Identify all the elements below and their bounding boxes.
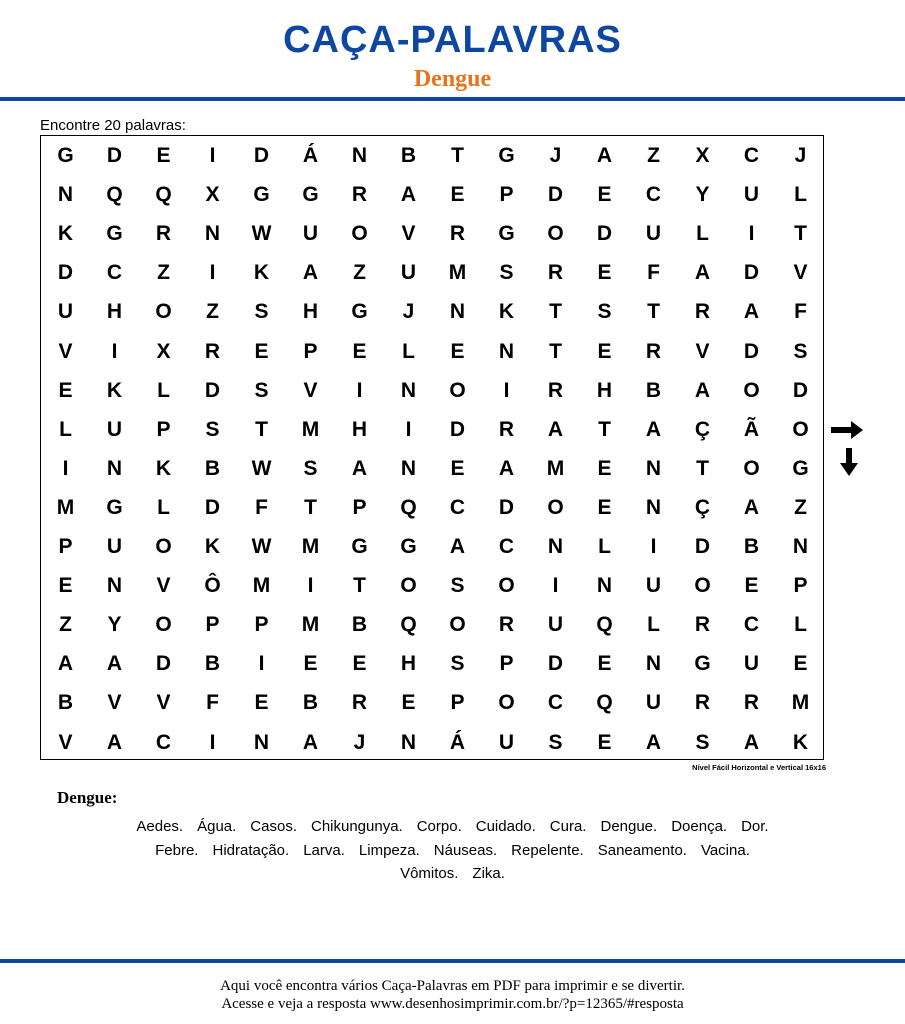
grid-letter[interactable]: H <box>302 300 319 324</box>
grid-letter[interactable]: W <box>251 456 272 480</box>
grid-letter[interactable]: X <box>156 339 171 363</box>
grid-letter[interactable]: N <box>400 378 417 402</box>
grid-letter[interactable]: R <box>694 691 711 715</box>
grid-letter[interactable]: D <box>204 495 221 519</box>
grid-letter[interactable]: K <box>204 535 221 558</box>
grid-letter[interactable]: E <box>597 652 612 676</box>
grid-letter[interactable]: K <box>792 730 809 754</box>
grid-letter[interactable]: D <box>498 495 515 519</box>
grid-letter[interactable]: M <box>56 495 75 519</box>
grid-letter[interactable]: M <box>448 261 467 285</box>
grid-letter[interactable]: H <box>351 417 368 441</box>
grid-letter[interactable]: B <box>204 456 221 480</box>
grid-letter[interactable]: V <box>695 339 710 363</box>
grid-letter[interactable]: T <box>549 300 562 324</box>
grid-letter[interactable]: Q <box>596 691 613 715</box>
grid-letter[interactable]: G <box>106 495 123 519</box>
grid-letter[interactable]: Y <box>695 183 710 207</box>
grid-letter[interactable]: E <box>303 652 318 676</box>
grid-letter[interactable]: S <box>695 730 710 754</box>
grid-letter[interactable]: B <box>743 535 760 558</box>
grid-letter[interactable]: D <box>155 652 172 676</box>
grid-letter[interactable]: R <box>498 613 515 637</box>
grid-letter[interactable]: R <box>498 417 515 441</box>
grid-letter[interactable]: E <box>597 495 612 519</box>
grid-letter[interactable]: O <box>155 613 172 637</box>
grid-letter[interactable]: Z <box>59 613 72 637</box>
grid-letter[interactable]: E <box>597 183 612 207</box>
grid-letter[interactable]: O <box>449 613 466 637</box>
grid-letter[interactable]: B <box>57 691 74 715</box>
grid-letter[interactable]: E <box>597 456 612 480</box>
grid-letter[interactable]: P <box>793 574 808 598</box>
grid-letter[interactable]: Ã <box>743 417 760 441</box>
instructions-text: Encontre 20 palavras: <box>40 117 186 134</box>
grid-letter[interactable]: K <box>498 300 515 324</box>
grid-letter[interactable]: I <box>503 378 510 402</box>
grid-letter[interactable]: T <box>451 144 464 167</box>
grid-letter[interactable]: P <box>303 339 318 363</box>
grid-letter[interactable]: A <box>400 183 417 207</box>
grid-letter[interactable]: L <box>696 222 709 246</box>
grid-letter[interactable]: A <box>57 652 74 676</box>
grid-letter[interactable]: O <box>449 378 466 402</box>
grid-letter[interactable]: K <box>253 261 270 285</box>
grid-letter[interactable]: X <box>205 183 220 207</box>
grid-letter[interactable]: P <box>254 613 269 637</box>
grid-letter[interactable]: Q <box>106 183 123 207</box>
grid-letter[interactable]: S <box>499 261 514 285</box>
grid-letter[interactable]: O <box>547 222 564 246</box>
grid-letter[interactable]: P <box>450 691 465 715</box>
grid-letter[interactable]: R <box>743 691 760 715</box>
grid-letter[interactable]: L <box>647 613 660 637</box>
grid-letter[interactable]: X <box>695 144 710 167</box>
grid-letter[interactable]: F <box>206 691 219 715</box>
grid-letter[interactable]: S <box>254 378 269 402</box>
grid-letter[interactable]: A <box>106 652 123 676</box>
grid-letter[interactable]: M <box>546 456 565 480</box>
grid-letter[interactable]: E <box>254 339 269 363</box>
grid-letter[interactable]: D <box>106 144 123 167</box>
grid-letter[interactable]: G <box>694 652 711 676</box>
grid-letter[interactable]: H <box>596 378 613 402</box>
grid-letter[interactable]: B <box>204 652 221 676</box>
grid-letter[interactable]: S <box>450 652 465 676</box>
grid-letter[interactable]: D <box>694 535 711 558</box>
grid-letter[interactable]: S <box>254 300 269 324</box>
grid-letter[interactable]: E <box>58 378 73 402</box>
grid-letter[interactable]: L <box>598 535 611 558</box>
word-list-item: Repelente. <box>511 842 584 859</box>
grid-letter[interactable]: C <box>743 144 760 167</box>
grid-letter[interactable]: P <box>499 652 514 676</box>
grid-letter[interactable]: U <box>645 574 662 598</box>
grid-letter[interactable]: B <box>400 144 417 167</box>
grid-letter[interactable]: C <box>106 261 123 285</box>
grid-letter[interactable]: U <box>106 535 123 558</box>
word-list-item: Cura. <box>549 818 587 835</box>
grid-letter[interactable]: Á <box>302 144 319 167</box>
word-list-line <box>0 817 905 837</box>
word-list-line <box>0 841 905 861</box>
grid-letter[interactable]: Q <box>155 183 172 207</box>
grid-letter[interactable]: N <box>498 339 515 363</box>
grid-letter[interactable]: R <box>155 222 172 246</box>
grid-letter[interactable]: S <box>793 339 808 363</box>
grid-letter[interactable]: O <box>498 574 515 598</box>
grid-letter[interactable]: G <box>400 535 417 558</box>
arrow-down-icon <box>840 448 858 476</box>
grid-letter[interactable]: O <box>743 378 760 402</box>
grid-letter[interactable]: U <box>57 300 74 324</box>
grid-letter[interactable]: G <box>302 183 319 207</box>
grid-letter[interactable]: N <box>351 144 368 167</box>
grid-letter[interactable]: C <box>743 613 760 637</box>
word-list-title: Dengue: <box>57 788 118 807</box>
word-list-item: Vacina. <box>700 842 750 859</box>
grid-letter[interactable]: L <box>794 613 807 637</box>
grid-letter[interactable]: V <box>156 574 171 598</box>
grid-letter[interactable]: I <box>258 652 265 676</box>
grid-letter[interactable]: I <box>405 417 412 441</box>
grid-letter[interactable]: V <box>303 378 318 402</box>
grid-letter[interactable]: E <box>58 574 73 598</box>
word-list-item: Febre. <box>155 842 199 859</box>
grid-letter[interactable]: I <box>209 144 216 167</box>
grid-letter[interactable]: N <box>645 456 662 480</box>
grid-letter[interactable]: L <box>59 417 72 441</box>
grid-letter[interactable]: R <box>204 339 221 363</box>
grid-letter[interactable]: E <box>597 730 612 754</box>
grid-letter[interactable]: N <box>400 456 417 480</box>
grid-letter[interactable]: M <box>301 613 320 637</box>
grid-letter[interactable]: E <box>597 261 612 285</box>
grid-letter[interactable]: A <box>743 300 760 324</box>
grid-letter[interactable]: U <box>743 183 760 207</box>
grid-letter[interactable]: Q <box>400 495 417 519</box>
grid-letter[interactable]: N <box>449 300 466 324</box>
grid-letter[interactable]: O <box>694 574 711 598</box>
grid-letter[interactable]: U <box>302 222 319 246</box>
grid-letter[interactable]: M <box>301 417 320 441</box>
grid-letter[interactable]: Y <box>107 613 122 637</box>
grid-letter[interactable]: H <box>106 300 123 324</box>
grid-letter[interactable]: A <box>743 730 760 754</box>
level-note: Nível Fácil Horizontal e Vertical 16x16 <box>692 763 826 772</box>
grid-letter[interactable]: L <box>157 378 170 402</box>
grid-letter[interactable]: P <box>205 613 220 637</box>
grid-letter[interactable]: S <box>205 417 220 441</box>
grid-letter[interactable]: R <box>694 300 711 324</box>
grid-letter[interactable]: D <box>743 261 760 285</box>
word-list-item: Corpo. <box>416 818 462 835</box>
grid-letter[interactable]: W <box>251 222 272 246</box>
word-list-item: Limpeza. <box>358 842 420 859</box>
grid-letter[interactable]: G <box>57 144 74 167</box>
grid-letter[interactable]: N <box>400 730 417 754</box>
grid-letter[interactable]: V <box>58 730 73 754</box>
grid-letter[interactable]: N <box>596 574 613 598</box>
grid-letter[interactable]: T <box>255 417 268 441</box>
grid-letter[interactable]: A <box>351 456 368 480</box>
grid-letter[interactable]: O <box>351 222 368 246</box>
grid-letter[interactable]: J <box>794 144 807 167</box>
grid-letter[interactable]: L <box>402 339 415 363</box>
word-list-item: Chikungunya. <box>310 818 403 835</box>
grid-letter[interactable]: W <box>251 535 272 558</box>
grid-letter[interactable]: N <box>645 495 662 519</box>
arrow-right-icon <box>831 421 863 439</box>
grid-letter[interactable]: N <box>792 535 809 558</box>
grid-letter[interactable]: I <box>650 535 657 558</box>
grid-letter[interactable]: G <box>351 535 368 558</box>
grid-letter[interactable]: Z <box>647 144 660 167</box>
grid-letter[interactable]: D <box>547 652 564 676</box>
grid-letter[interactable]: R <box>449 222 466 246</box>
footer-link-text[interactable]: Acesse e veja a resposta www.desenhosimprimir.com.br/?p=12365/#resposta <box>221 996 684 1012</box>
grid-letter[interactable]: A <box>547 417 564 441</box>
grid-letter[interactable]: V <box>107 691 122 715</box>
grid-letter[interactable]: K <box>106 378 123 402</box>
grid-letter[interactable]: U <box>645 222 662 246</box>
grid-letter[interactable]: I <box>209 730 216 754</box>
grid-letter[interactable]: C <box>645 183 662 207</box>
grid-letter[interactable]: P <box>499 183 514 207</box>
grid-letter[interactable]: Z <box>206 300 219 324</box>
grid-letter[interactable]: N <box>106 456 123 480</box>
grid-letter[interactable]: T <box>549 339 562 363</box>
grid-letter[interactable]: D <box>253 144 270 167</box>
grid-letter[interactable]: E <box>401 691 416 715</box>
footer-text: Aqui você encontra vários Caça-Palavras em PDF para imprimir e se divertir. <box>220 978 685 994</box>
grid-letter[interactable]: F <box>647 261 660 285</box>
grid-letter[interactable]: E <box>597 339 612 363</box>
grid-letter[interactable]: O <box>547 495 564 519</box>
grid-letter[interactable]: A <box>743 495 760 519</box>
grid-letter[interactable]: D <box>792 378 809 402</box>
grid-letter[interactable]: L <box>794 183 807 207</box>
grid-letter[interactable]: Z <box>353 261 366 285</box>
grid-letter[interactable]: J <box>353 730 366 754</box>
grid-letter[interactable]: C <box>449 495 466 519</box>
grid-letter[interactable]: M <box>791 691 810 715</box>
grid-letter[interactable]: B <box>302 691 319 715</box>
grid-letter[interactable]: A <box>645 417 662 441</box>
grid-letter[interactable]: T <box>647 300 660 324</box>
grid-letter[interactable]: Ç <box>694 417 711 441</box>
grid-letter[interactable]: R <box>351 183 368 207</box>
word-list-line <box>0 864 905 884</box>
grid-letter[interactable]: I <box>356 378 363 402</box>
grid-letter[interactable]: S <box>303 456 318 480</box>
grid-letter[interactable]: M <box>252 574 271 598</box>
grid-letter[interactable]: C <box>547 691 564 715</box>
bottom-divider <box>0 959 905 963</box>
grid-letter[interactable]: K <box>57 222 74 246</box>
grid-letter[interactable]: U <box>106 417 123 441</box>
word-list-item: Casos. <box>250 818 297 835</box>
grid-letter[interactable]: Q <box>400 613 417 637</box>
grid-letter[interactable]: R <box>351 691 368 715</box>
grid-letter[interactable]: T <box>353 574 366 598</box>
word-list-item: Dor. <box>741 818 769 835</box>
grid-letter[interactable]: S <box>450 574 465 598</box>
grid-letter[interactable]: E <box>352 652 367 676</box>
grid-letter[interactable]: O <box>400 574 417 598</box>
grid-letter[interactable]: Z <box>794 495 807 519</box>
grid-letter[interactable]: J <box>549 144 562 167</box>
word-list-item: Dengue. <box>600 818 658 835</box>
grid-letter[interactable]: O <box>155 300 172 324</box>
grid-letter[interactable]: I <box>748 222 755 246</box>
top-divider <box>0 97 905 101</box>
grid-letter[interactable]: V <box>793 261 808 285</box>
grid-letter[interactable]: L <box>157 495 170 519</box>
grid-letter[interactable]: R <box>694 613 711 637</box>
grid-letter[interactable]: A <box>498 456 515 480</box>
grid-letter[interactable]: U <box>547 613 564 637</box>
grid-letter[interactable]: Ô <box>204 574 221 598</box>
grid-letter[interactable]: D <box>204 378 221 402</box>
grid-letter[interactable]: A <box>596 144 613 167</box>
grid-letter[interactable]: C <box>155 730 172 754</box>
grid-letter[interactable]: A <box>302 261 319 285</box>
grid-letter[interactable]: E <box>450 183 465 207</box>
word-list-item: Aedes. <box>136 818 184 835</box>
grid-letter[interactable]: H <box>400 652 417 676</box>
grid-letter[interactable]: O <box>792 417 809 441</box>
grid-letter[interactable]: A <box>694 261 711 285</box>
grid-letter[interactable]: O <box>743 456 760 480</box>
grid-letter[interactable]: G <box>253 183 270 207</box>
grid-letter[interactable]: U <box>498 730 515 754</box>
word-list-item: Doença. <box>671 818 728 835</box>
grid-letter[interactable]: F <box>255 495 268 519</box>
grid-letter[interactable]: U <box>400 261 417 285</box>
grid-letter[interactable]: G <box>498 222 515 246</box>
word-list-item: Náuseas. <box>433 842 498 859</box>
grid-letter[interactable]: N <box>106 574 123 598</box>
grid-letter[interactable]: N <box>204 222 221 246</box>
grid-letter[interactable]: I <box>307 574 314 598</box>
grid-letter[interactable]: A <box>106 730 123 754</box>
word-list-item: Larva. <box>303 842 345 859</box>
grid-letter[interactable]: I <box>111 339 118 363</box>
grid-letter[interactable]: A <box>645 730 662 754</box>
word-list-item: Hidratação. <box>212 842 290 859</box>
grid-letter[interactable]: S <box>548 730 563 754</box>
grid-letter[interactable]: P <box>352 495 367 519</box>
word-list-item: Cuidado. <box>475 818 536 835</box>
grid-letter[interactable]: V <box>58 339 73 363</box>
grid-letter[interactable]: G <box>792 456 809 480</box>
grid-letter[interactable]: G <box>106 222 123 246</box>
word-list-item: Saneamento. <box>597 842 687 859</box>
grid-letter[interactable]: B <box>351 613 368 637</box>
word-list-item: Água. <box>197 818 237 835</box>
grid-letter[interactable]: R <box>547 261 564 285</box>
page-subtitle: Dengue <box>413 66 492 92</box>
grid-letter[interactable]: I <box>552 574 559 598</box>
grid-letter[interactable]: N <box>253 730 270 754</box>
grid-letter[interactable]: N <box>547 535 564 558</box>
word-list-item: Zika. <box>472 865 505 882</box>
grid-letter[interactable]: N <box>57 183 74 207</box>
grid-letter[interactable]: V <box>156 691 171 715</box>
grid-letter[interactable]: U <box>645 691 662 715</box>
grid-letter[interactable]: G <box>498 144 515 167</box>
grid-letter[interactable]: E <box>744 574 759 598</box>
grid-letter[interactable]: F <box>794 300 807 324</box>
grid-letter[interactable]: D <box>743 339 760 363</box>
grid-letter[interactable]: D <box>449 417 466 441</box>
grid-letter[interactable]: I <box>62 456 69 480</box>
grid-letter[interactable]: O <box>498 691 515 715</box>
grid-letter[interactable]: E <box>254 691 269 715</box>
grid-letter[interactable]: A <box>302 730 319 754</box>
grid-letter[interactable]: O <box>155 535 172 558</box>
grid-letter[interactable]: E <box>352 339 367 363</box>
grid-letter[interactable]: M <box>301 535 320 558</box>
grid-letter[interactable]: U <box>743 652 760 676</box>
grid-letter[interactable]: E <box>793 652 808 676</box>
grid-letter[interactable]: J <box>402 300 415 324</box>
grid-letter[interactable]: C <box>498 535 515 558</box>
grid-letter[interactable]: R <box>645 339 662 363</box>
grid-letter[interactable]: V <box>401 222 416 246</box>
grid-letter[interactable]: K <box>155 456 172 480</box>
grid-letter[interactable]: T <box>598 417 611 441</box>
grid-letter[interactable]: P <box>156 417 171 441</box>
page-title: CAÇA-PALAVRAS <box>283 19 622 61</box>
grid-letter[interactable]: S <box>597 300 612 324</box>
grid-letter[interactable]: A <box>449 535 466 558</box>
grid-letter[interactable]: Á <box>449 730 466 754</box>
grid-letter[interactable]: E <box>450 339 465 363</box>
grid-letter[interactable]: Q <box>596 613 613 637</box>
grid-letter[interactable]: R <box>547 378 564 402</box>
grid-letter[interactable]: I <box>209 261 216 285</box>
grid-letter[interactable]: T <box>794 222 807 246</box>
grid-letter[interactable]: G <box>351 300 368 324</box>
word-search-grid <box>40 135 824 760</box>
grid-letter[interactable]: E <box>450 456 465 480</box>
grid-letter[interactable]: T <box>696 456 709 480</box>
grid-letter[interactable]: E <box>156 144 171 167</box>
grid-letter[interactable]: B <box>645 378 662 402</box>
grid-letter[interactable]: N <box>645 652 662 676</box>
grid-letter[interactable]: A <box>694 378 711 402</box>
grid-letter[interactable]: Ç <box>694 495 711 519</box>
word-list-item: Vômitos. <box>400 865 459 882</box>
grid-letter[interactable]: T <box>304 495 317 519</box>
grid-letter[interactable]: P <box>58 535 73 558</box>
grid-letter[interactable]: D <box>57 261 74 285</box>
grid-letter[interactable]: D <box>596 222 613 246</box>
grid-letter[interactable]: D <box>547 183 564 207</box>
grid-letter[interactable]: Z <box>157 261 170 285</box>
